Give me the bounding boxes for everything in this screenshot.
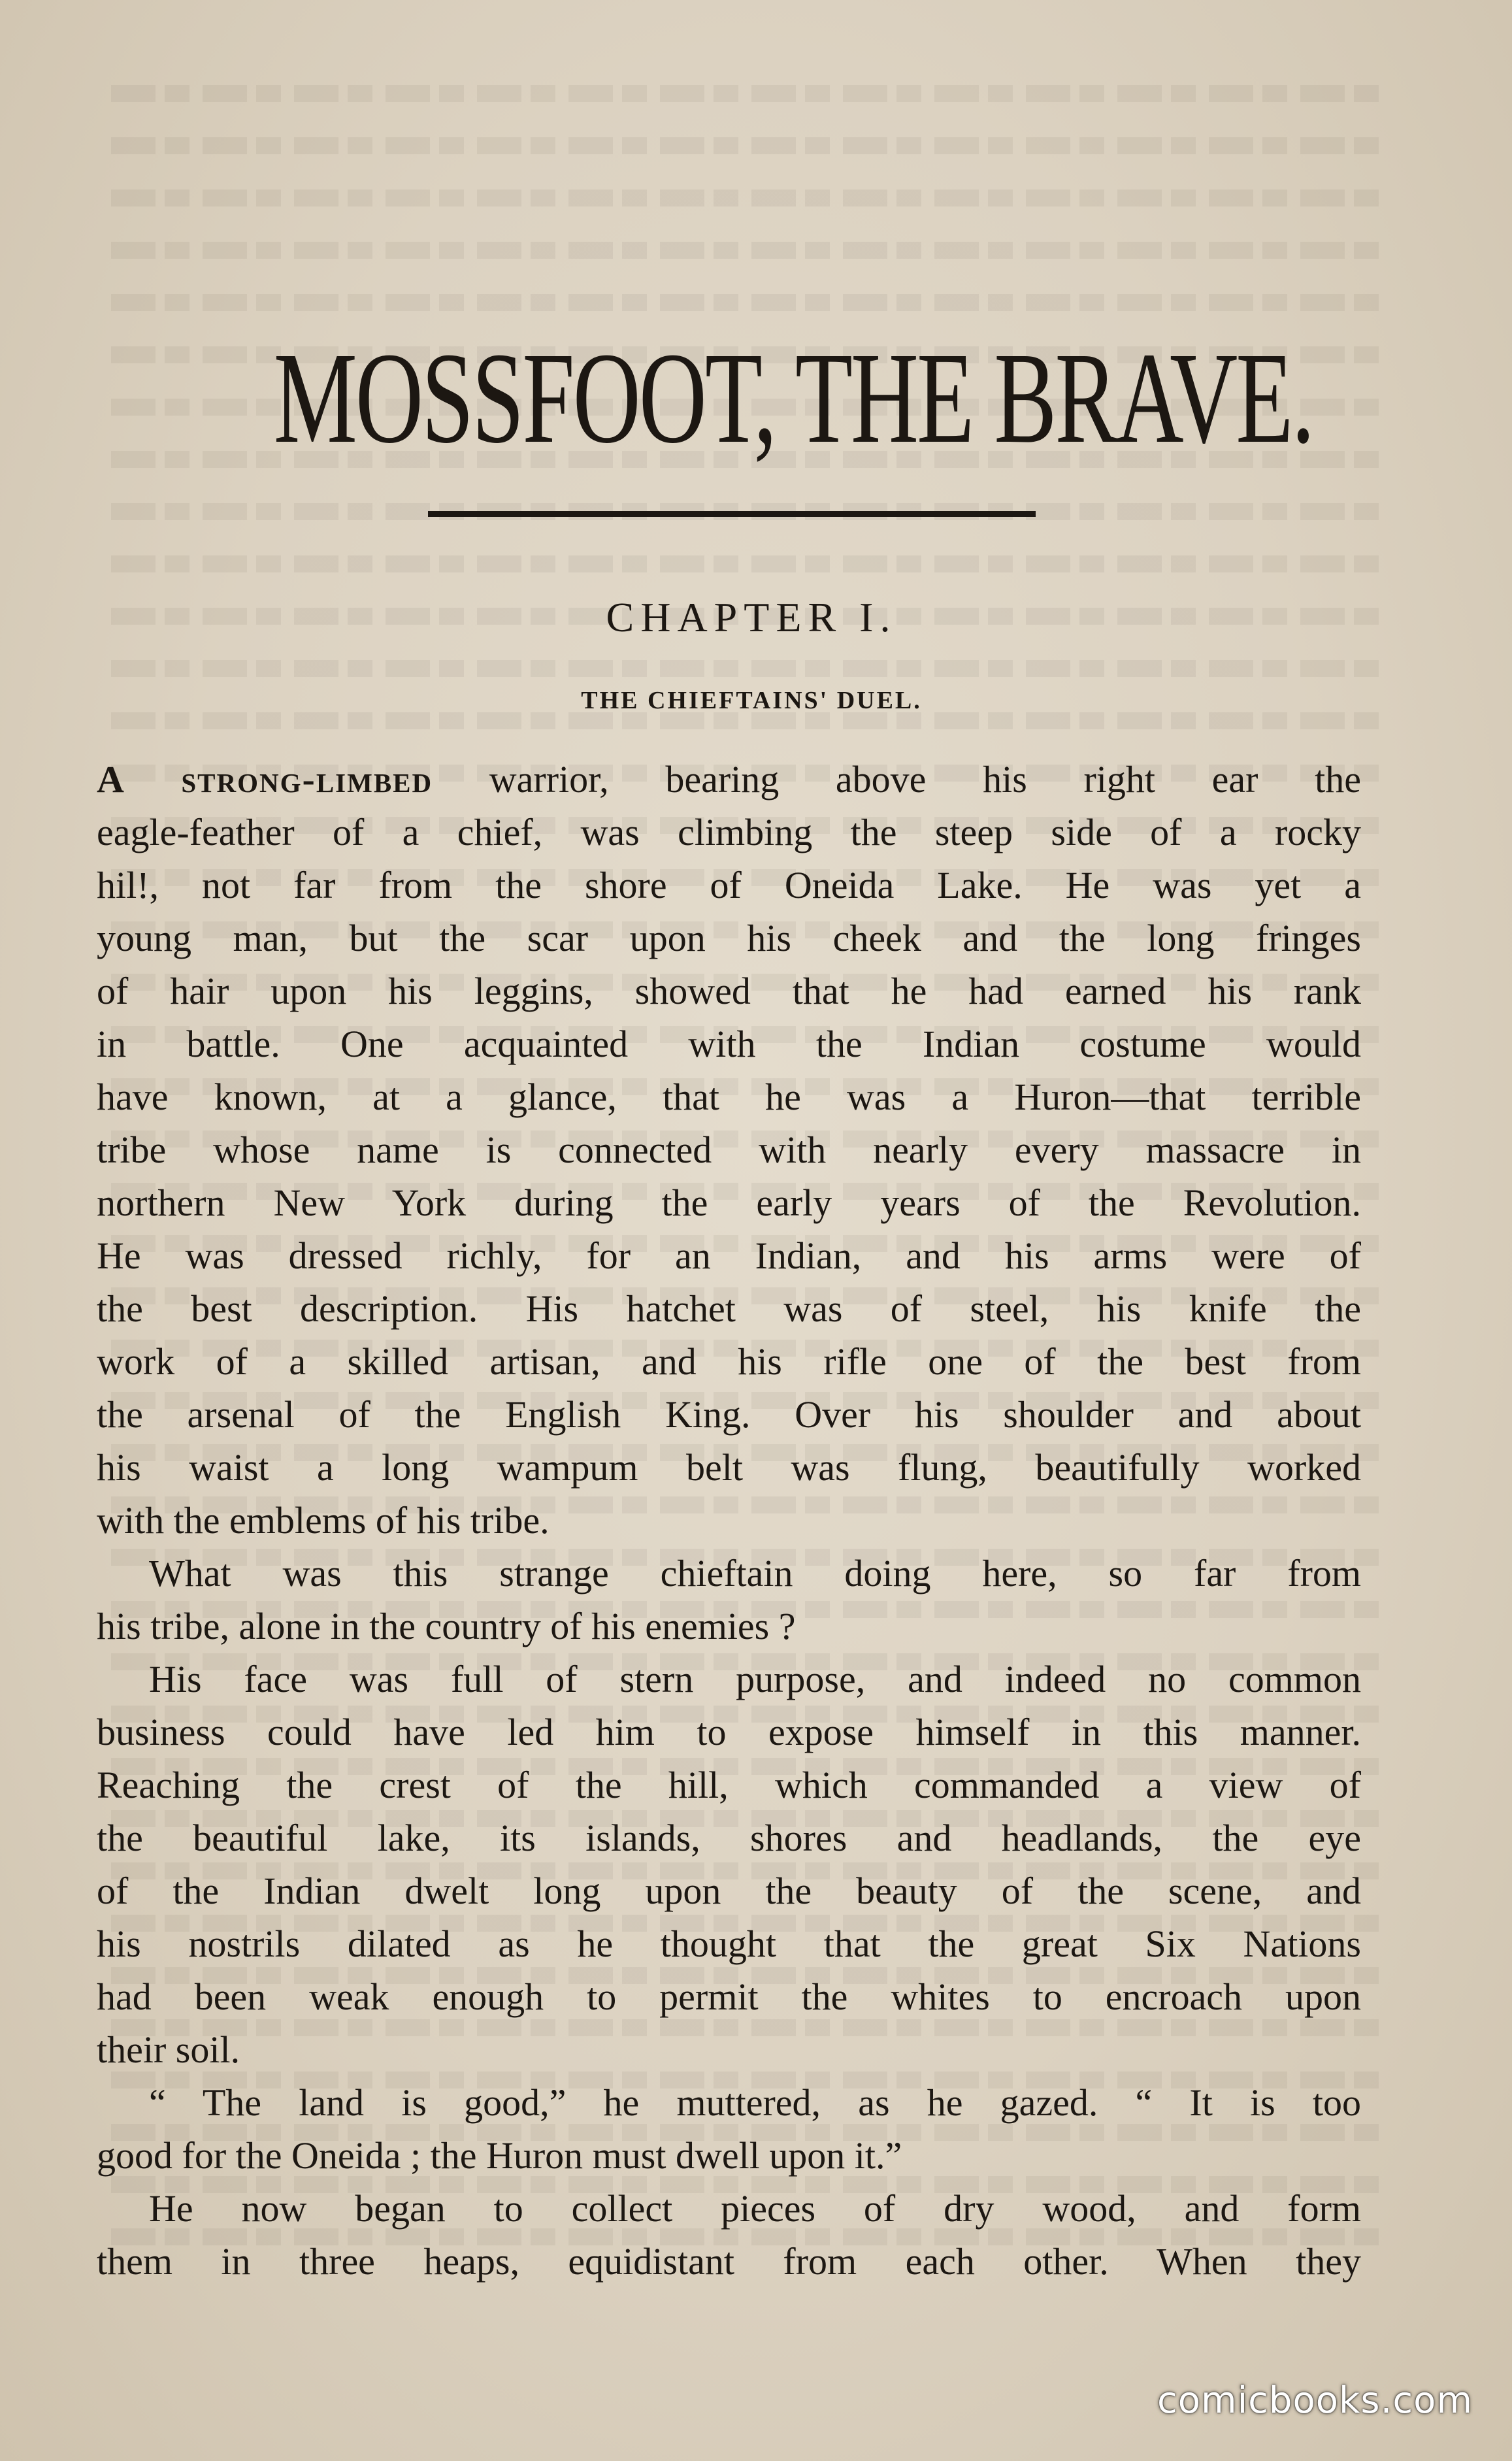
line-text: Reaching the crest of the hill, which commanded a view of <box>97 1764 1361 1806</box>
text-line <box>97 1494 1361 1547</box>
text-line <box>97 2129 1361 2182</box>
text-line <box>97 753 1361 806</box>
story-title: MOSSFOOT, THE BRAVE. <box>273 326 1313 471</box>
text-line <box>97 1917 1361 1970</box>
text-line <box>97 912 1361 965</box>
text-line <box>97 1070 1361 1123</box>
line-text: northern New York during the early years of the Revolution. <box>97 1181 1361 1224</box>
text-line <box>97 1759 1361 1811</box>
line-text: He was dressed richly, for an Indian, and his arms were of <box>97 1234 1361 1277</box>
line-text: had been weak enough to permit the whites to encroach upon <box>97 1975 1361 2018</box>
line-text: young man, but the scar upon his cheek and the long fringes <box>97 917 1361 959</box>
text-line <box>97 806 1361 859</box>
text-line <box>97 1441 1361 1494</box>
line-text: hil!, not far from the shore of Oneida Lake. He was yet a <box>97 864 1361 906</box>
title-rule-divider <box>428 511 1036 517</box>
opening-small-caps: A strong-limbed <box>97 758 433 801</box>
text-line <box>97 1970 1361 2023</box>
text-line <box>97 1282 1361 1335</box>
line-text: his nostrils dilated as he thought that the great Six Nations <box>97 1923 1361 1965</box>
text-line <box>97 965 1361 1017</box>
line-text: good for the Oneida ; the Huron must dwell upon it.” <box>97 2134 902 2177</box>
text-line <box>97 2023 1361 2076</box>
line-text: What was this strange chieftain doing here, so far from <box>149 1552 1361 1594</box>
text-line <box>97 1600 1361 1653</box>
line-text: his tribe, alone in the country of his enemies ? <box>97 1605 796 1647</box>
line-text: eagle-feather of a chief, was climbing the steep side of a rocky <box>97 811 1361 853</box>
line-text: his waist a long wampum belt was flung, beautifully worked <box>97 1446 1361 1489</box>
line-text: them in three heaps, equidistant from each other. When they <box>97 2240 1361 2283</box>
text-line <box>97 1229 1361 1282</box>
chapter-heading: CHAPTER I. <box>606 594 897 640</box>
text-line <box>97 1123 1361 1176</box>
line-text: “ The land is good,” he muttered, as he gazed. “ It is too <box>149 2081 1361 2124</box>
text-line <box>97 1653 1361 1706</box>
line-text: He now began to collect pieces of dry wood, and form <box>149 2187 1361 2230</box>
line-text: in battle. One acquainted with the Indian costume would <box>97 1023 1361 1065</box>
text-line <box>97 1864 1361 1917</box>
text-line <box>97 2235 1361 2288</box>
line-text: warrior, bearing above his right ear the <box>433 758 1361 801</box>
line-text: the best description. His hatchet was of steel, his knife the <box>97 1287 1361 1330</box>
text-line <box>97 2076 1361 2129</box>
line-text: tribe whose name is connected with nearly every massacre in <box>97 1129 1361 1171</box>
line-text: His face was full of stern purpose, and indeed no common <box>149 1658 1361 1700</box>
text-line <box>97 2182 1361 2235</box>
text-line <box>97 1017 1361 1070</box>
line-text: business could have led him to expose himself in this manner. <box>97 1711 1361 1753</box>
line-text: have known, at a glance, that he was a Huron—that terrible <box>97 1076 1361 1118</box>
text-line <box>97 1335 1361 1388</box>
text-line <box>97 1176 1361 1229</box>
text-line <box>97 1811 1361 1864</box>
body-text <box>97 753 1361 2288</box>
line-text: of hair upon his leggins, showed that he had earned his rank <box>97 970 1361 1012</box>
line-text: of the Indian dwelt long upon the beauty of the scene, and <box>97 1870 1361 1912</box>
line-text: with the emblems of his tribe. <box>97 1499 550 1542</box>
line-text: their soil. <box>97 2028 240 2071</box>
text-line <box>97 1388 1361 1441</box>
line-text: work of a skilled artisan, and his rifle one of the best from <box>97 1340 1361 1383</box>
chapter-subtitle: THE CHIEFTAINS' DUEL. <box>581 687 922 714</box>
watermark: comicbooks.com <box>1157 2379 1473 2422</box>
line-text: the arsenal of the English King. Over his shoulder and about <box>97 1393 1361 1436</box>
text-line <box>97 1706 1361 1759</box>
text-line <box>97 859 1361 912</box>
line-text: the beautiful lake, its islands, shores and headlands, the eye <box>97 1817 1361 1859</box>
text-line <box>97 1547 1361 1600</box>
